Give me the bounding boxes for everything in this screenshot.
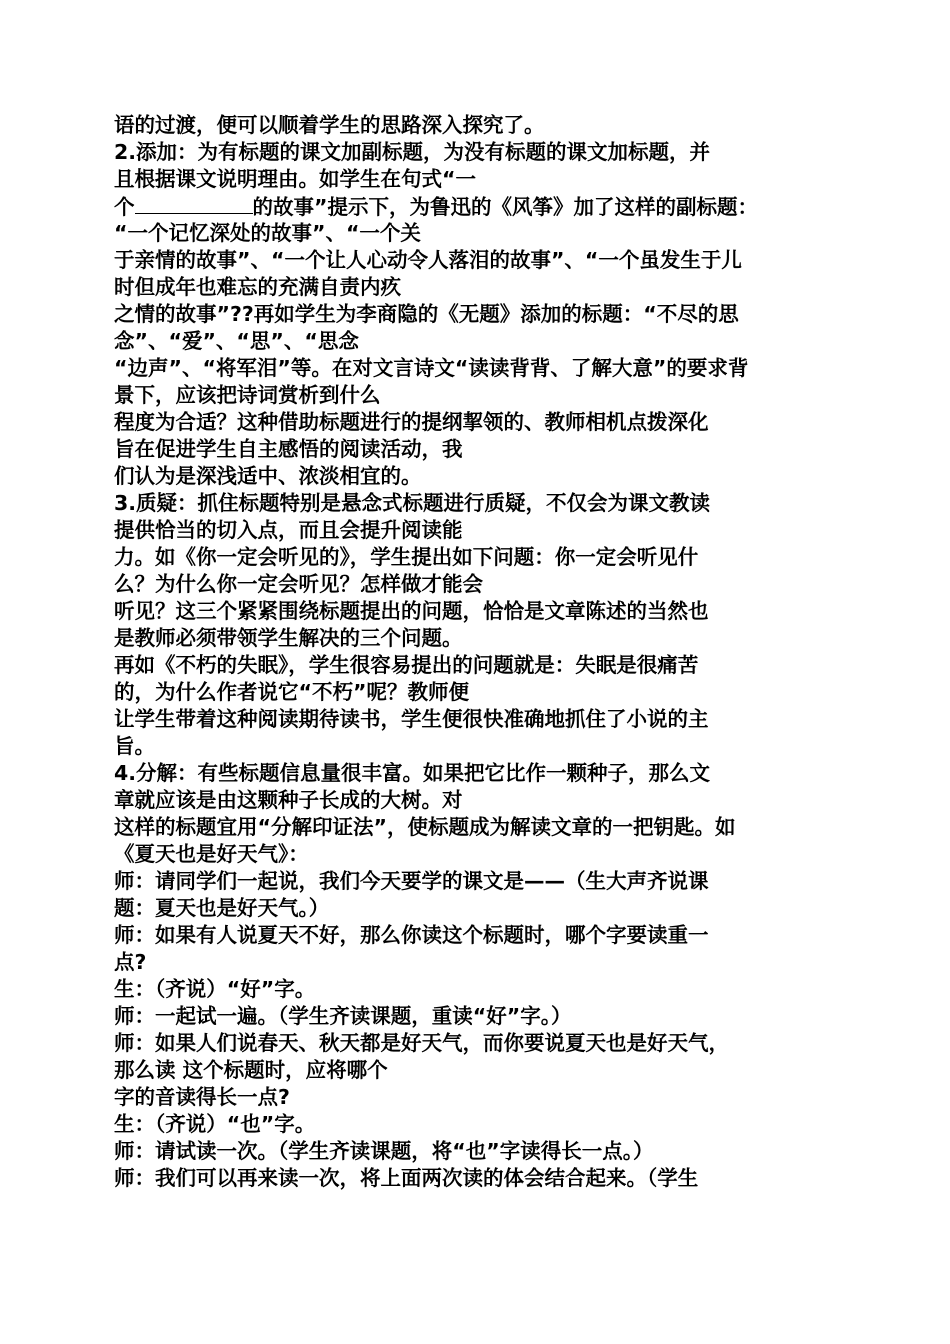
text-line: 3.质疑：抓住标题特别是悬念式标题进行质疑，不仅会为课文教读	[114, 491, 711, 515]
text-line: 题：夏天也是好天气。）	[114, 896, 330, 920]
text-line: 点?	[114, 950, 147, 974]
text-line: 念”、“爱”、“思”、“思念	[114, 329, 359, 353]
text-line: 字的音读得长一点?	[114, 1085, 290, 1109]
text-line: 师：请试读一次。（学生齐读课题，将“也”字读得长一点。）	[114, 1139, 654, 1163]
text-line: 语的过渡，便可以顺着学生的思路深入探究了。	[114, 113, 545, 137]
fill-in-blank	[135, 193, 253, 214]
text-line: 生：（齐说）“也”字。	[114, 1112, 316, 1136]
text-line: 这样的标题宜用“分解印证法”，使标题成为解读文章的一把钥匙。如	[114, 815, 736, 839]
text-fragment: 的故事”提示下，为鲁迅的《风筝》加了这样的副标题：	[252, 195, 758, 219]
text-line: 时但成年也难忘的充满自责内疚	[114, 275, 401, 299]
text-line: “边声”、“将军泪”等。在对文言诗文“读读背背、了解大意”的要求背	[114, 356, 749, 380]
text-line: 的，为什么作者说它“不朽”呢？教师便	[114, 680, 469, 704]
text-line: 让学生带着这种阅读期待读书，学生便很快准确地抓住了小说的主	[114, 707, 709, 731]
text-line: 于亲情的故事”、“一个让人心动令人落泪的故事”、“一个虽发生于儿	[114, 248, 742, 272]
text-line: 师：请同学们一起说，我们今天要学的课文是——（生大声齐说课	[114, 869, 709, 893]
text-line: 么？为什么你一定会听见？怎样做才能会	[114, 572, 483, 596]
text-line: 之情的故事”??再如学生为李商隐的《无题》添加的标题：“不尽的思	[114, 302, 739, 326]
text-line: 《夏天也是好天气》：	[114, 842, 309, 866]
text-line-with-blank	[114, 193, 834, 220]
text-line: 提供恰当的切入点，而且会提升阅读能	[114, 518, 463, 542]
text-line: 是教师必须带领学生解决的三个问题。	[114, 626, 463, 650]
text-line: 师：如果有人说夏天不好，那么你读这个标题时，哪个字要读重一	[114, 923, 709, 947]
text-line: 那么读 这个标题时，应将哪个	[114, 1058, 388, 1082]
text-line: 们认为是深浅适中、浓淡相宜的。	[114, 464, 422, 488]
text-line: 景下，应该把诗词赏析到什么	[114, 383, 381, 407]
text-line: 师：如果人们说春天、秋天都是好天气，而你要说夏天也是好天气，	[114, 1031, 729, 1055]
text-fragment: 个	[114, 195, 135, 219]
text-line: 2.添加：为有标题的课文加副标题，为没有标题的课文加标题，并	[114, 140, 711, 164]
text-line: 4.分解：有些标题信息量很丰富。如果把它比作一颗种子，那么文	[114, 761, 711, 785]
text-line: 再如《不朽的失眠》，学生很容易提出的问题就是：失眠是很痛苦	[114, 653, 699, 677]
text-line: 力。如《你一定会听见的》，学生提出如下问题：你一定会听见什	[114, 545, 699, 569]
document-body	[114, 112, 834, 1192]
text-line: 师：我们可以再来读一次，将上面两次读的体会结合起来。（学生	[114, 1166, 699, 1190]
text-line: 师：一起试一遍。（学生齐读课题，重读“好”字。）	[114, 1004, 572, 1028]
text-line: 程度为合适？这种借助标题进行的提纲挈领的、教师相机点拨深化	[114, 410, 709, 434]
text-line: 且根据课文说明理由。如学生在句式“一	[114, 167, 476, 191]
text-line: 旨在促进学生自主感悟的阅读活动，我	[114, 437, 463, 461]
text-line: 章就应该是由这颗种子长成的大树。对	[114, 788, 463, 812]
text-line: 生：（齐说）“好”字。	[114, 977, 316, 1001]
text-line: 听见？这三个紧紧围绕标题提出的问题，恰恰是文章陈述的当然也	[114, 599, 709, 623]
text-line: 旨。	[114, 734, 155, 758]
text-line: “一个记忆深处的故事”、“一个关	[114, 221, 421, 245]
